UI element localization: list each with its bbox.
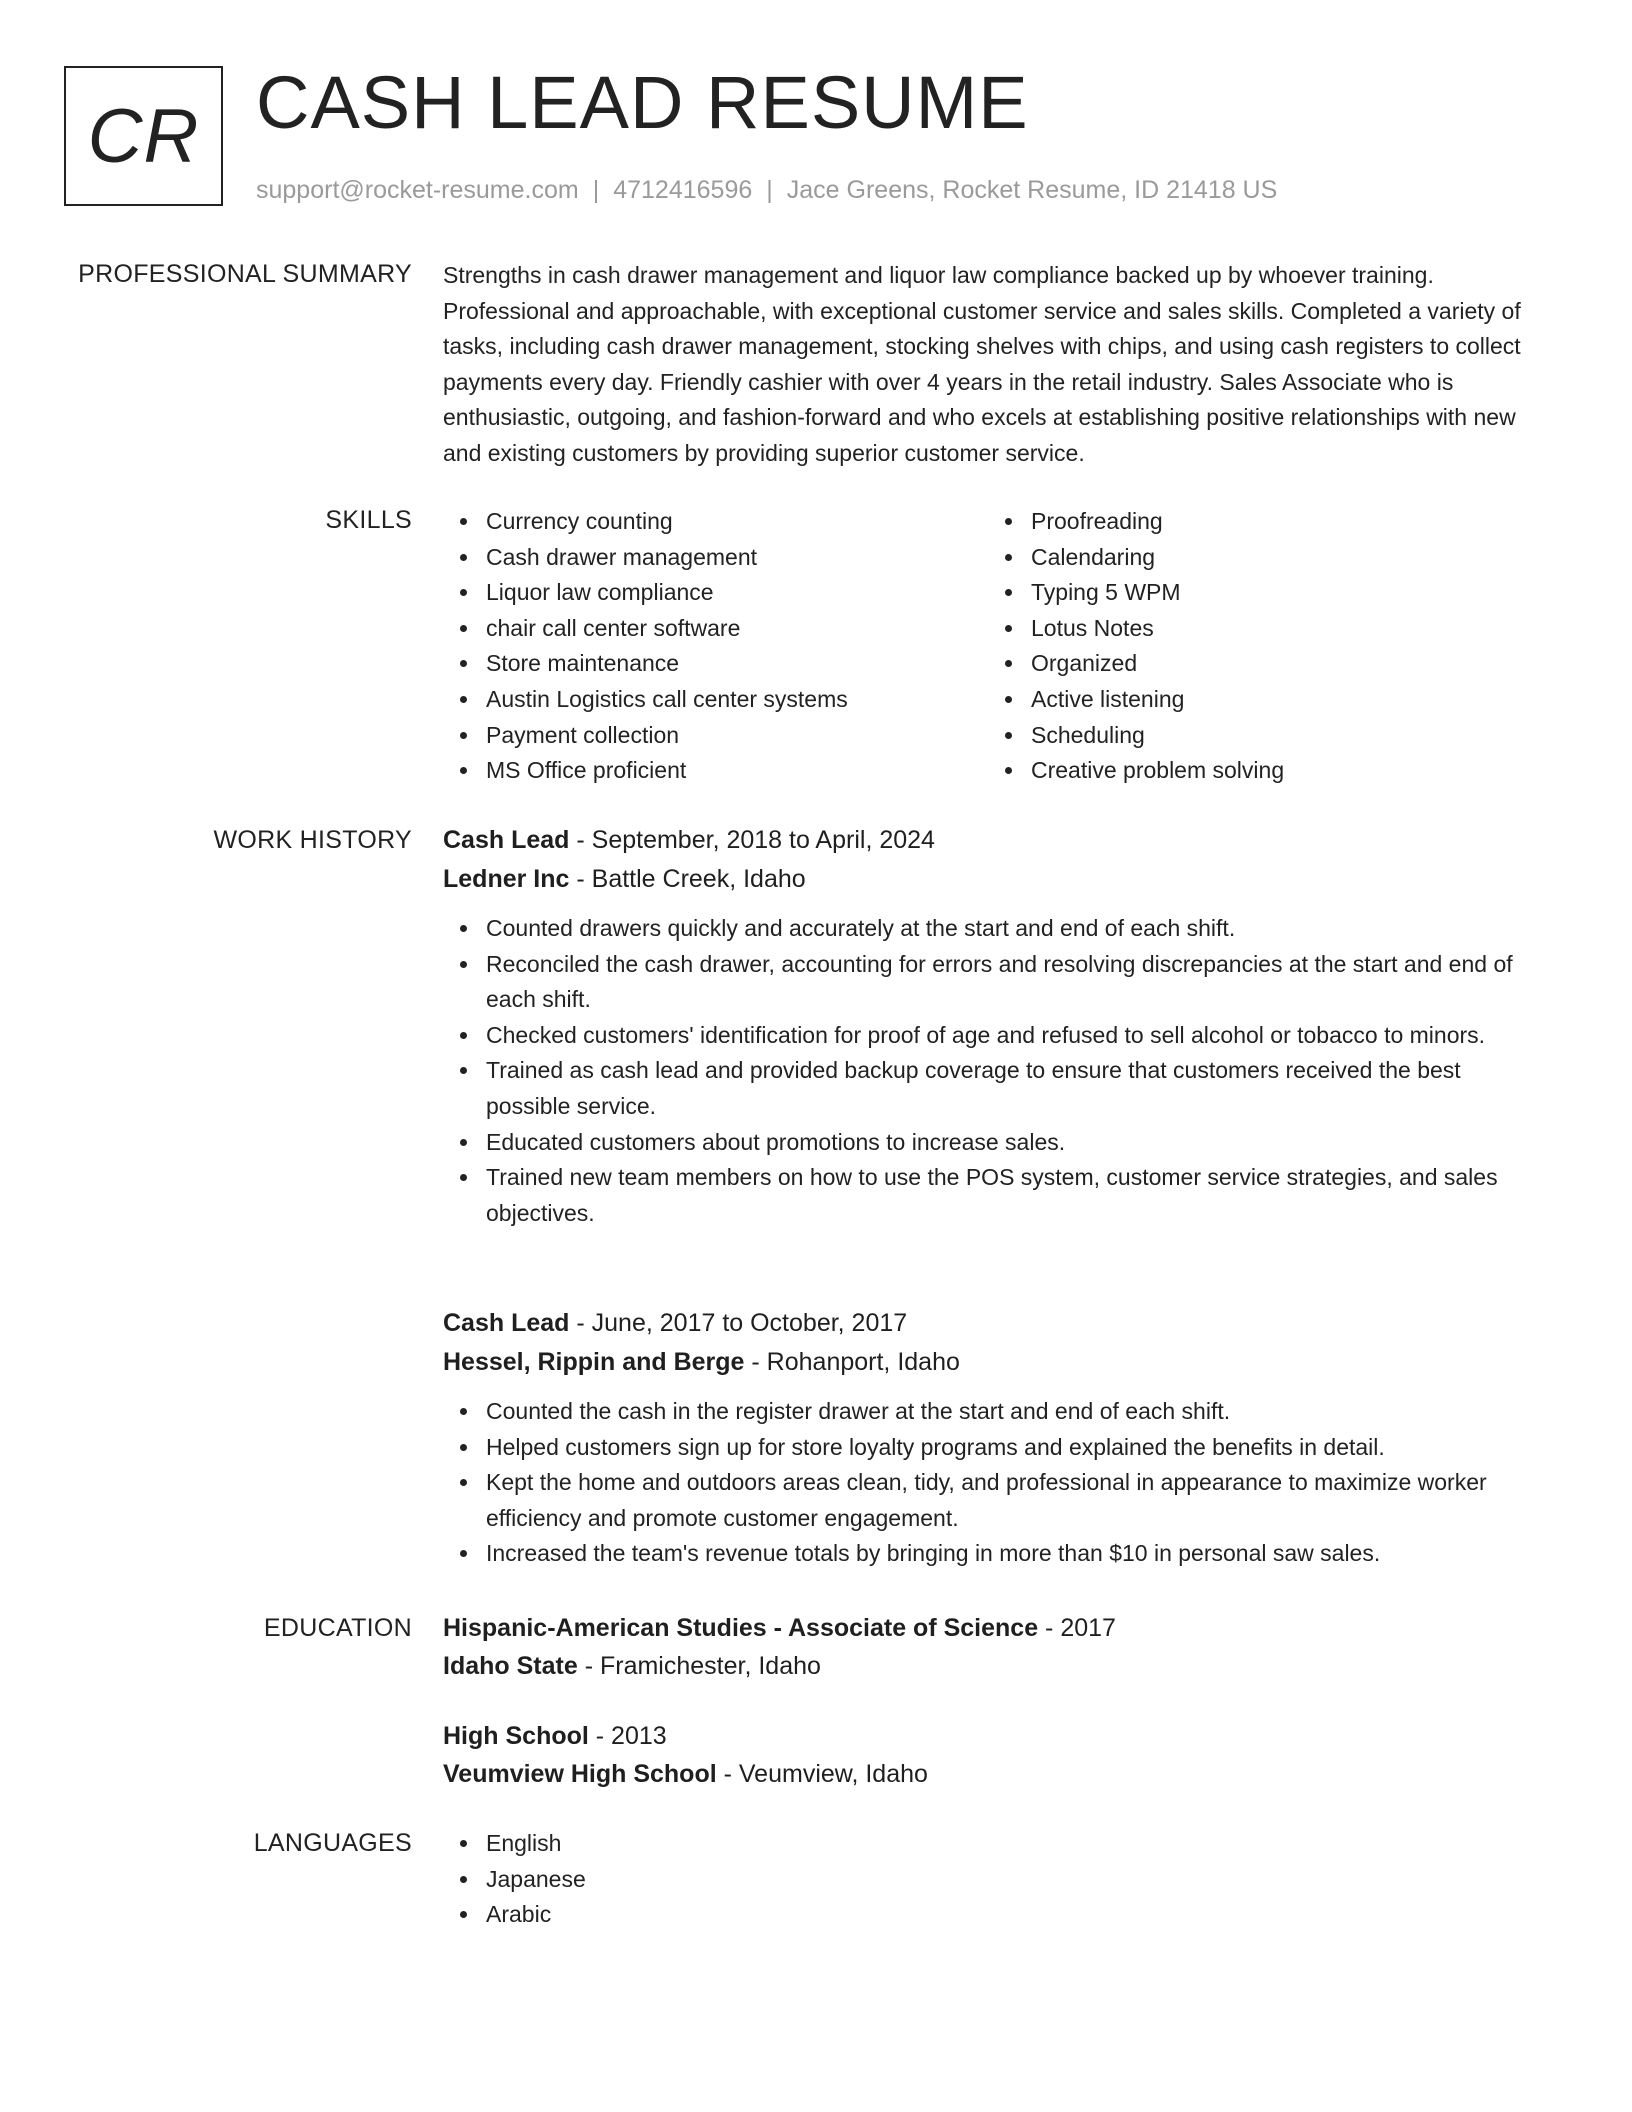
skills-column-left xyxy=(443,504,988,789)
job-duty: Trained new team members on how to use the POS system, customer service strategies, and sales objectives. xyxy=(486,1160,1543,1231)
job-duty: Kept the home and outdoors areas clean, tidy, and professional in appearance to maximize worker efficiency and promote customer engagement. xyxy=(486,1465,1543,1536)
contact-email: support@rocket-resume.com xyxy=(256,176,579,204)
job-entry xyxy=(443,1304,1543,1572)
resume-title: CASH LEAD RESUME xyxy=(256,61,1029,144)
skill-item: Currency counting xyxy=(486,504,988,540)
contact-phone: 4712416596 xyxy=(613,176,753,204)
job-title-line xyxy=(443,1304,1543,1343)
job-location: - Rohanport, Idaho xyxy=(744,1348,960,1376)
job-company: Hessel, Rippin and Berge xyxy=(443,1348,745,1376)
job-company-line xyxy=(443,1343,1543,1382)
skill-item: Calendaring xyxy=(1031,540,1533,576)
skills-grid xyxy=(443,504,1543,789)
education-location: - Framichester, Idaho xyxy=(577,1652,821,1680)
education-degree-line xyxy=(443,1609,1543,1647)
education-school: Idaho State xyxy=(443,1652,578,1680)
job-title-line xyxy=(443,821,1543,860)
education-school: Veumview High School xyxy=(443,1760,717,1788)
skill-item: Scheduling xyxy=(1031,718,1533,754)
section-label-skills: SKILLS xyxy=(325,506,412,534)
job-title: Cash Lead xyxy=(443,1309,570,1337)
skill-item: Organized xyxy=(1031,646,1533,682)
job-duty: Helped customers sign up for store loyalty programs and explained the benefits in detail. xyxy=(486,1430,1543,1466)
section-label-work-history: WORK HISTORY xyxy=(213,826,412,854)
skill-item: Active listening xyxy=(1031,682,1533,718)
skill-item: Lotus Notes xyxy=(1031,611,1533,647)
skill-item: Store maintenance xyxy=(486,646,988,682)
education-degree: High School xyxy=(443,1722,589,1750)
contact-address: Jace Greens, Rocket Resume, ID 21418 US xyxy=(786,176,1278,204)
education-degree-line xyxy=(443,1717,1543,1755)
job-title: Cash Lead xyxy=(443,826,570,854)
language-item: Japanese xyxy=(486,1862,1543,1898)
skill-item: Typing 5 WPM xyxy=(1031,575,1533,611)
job-location: - Battle Creek, Idaho xyxy=(569,865,806,893)
skill-item: Liquor law compliance xyxy=(486,575,988,611)
language-item: English xyxy=(486,1826,1543,1862)
job-duty: Counted the cash in the register drawer at the start and end of each shift. xyxy=(486,1394,1543,1430)
language-item: Arabic xyxy=(486,1897,1543,1933)
section-label-languages: LANGUAGES xyxy=(253,1829,412,1857)
job-duty: Trained as cash lead and provided backup coverage to ensure that customers received the best possible service. xyxy=(486,1053,1543,1124)
section-label-education: EDUCATION xyxy=(263,1614,412,1642)
job-duty: Educated customers about promotions to increase sales. xyxy=(486,1125,1543,1161)
monogram-badge xyxy=(64,66,223,206)
skills-list-left xyxy=(443,504,988,789)
skills-column-right xyxy=(988,504,1533,789)
skill-item: Austin Logistics call center systems xyxy=(486,682,988,718)
section-label-summary: PROFESSIONAL SUMMARY xyxy=(78,260,412,288)
summary-section xyxy=(443,258,1543,472)
languages-section xyxy=(443,1826,1543,1933)
languages-list xyxy=(443,1826,1543,1933)
skill-item: MS Office proficient xyxy=(486,753,988,789)
skill-item: Proofreading xyxy=(1031,504,1533,540)
skills-list-right xyxy=(988,504,1533,789)
job-company: Ledner Inc xyxy=(443,865,570,893)
job-dates: - September, 2018 to April, 2024 xyxy=(569,826,935,854)
job-duty: Counted drawers quickly and accurately at the start and end of each shift. xyxy=(486,911,1543,947)
education-school-line xyxy=(443,1647,1543,1685)
job-duty: Reconciled the cash drawer, accounting for errors and resolving discrepancies at the start and end of each shift. xyxy=(486,947,1543,1018)
job-duty: Checked customers' identification for proof of age and refused to sell alcohol or tobacco to minors. xyxy=(486,1018,1543,1054)
education-year: - 2013 xyxy=(588,1722,667,1750)
skill-item: Creative problem solving xyxy=(1031,753,1533,789)
skill-item: Cash drawer management xyxy=(486,540,988,576)
skills-section xyxy=(443,504,1543,789)
job-dates: - June, 2017 to October, 2017 xyxy=(569,1309,908,1337)
contact-separator: | xyxy=(592,176,600,204)
contact-line xyxy=(256,172,1277,208)
education-location: - Veumview, Idaho xyxy=(716,1760,928,1788)
summary-text: Strengths in cash drawer management and liquor law compliance backed up by whoever training. Professional and approachable, with exceptional customer service and sales skills. Completed a variety of tasks, including cash drawer management, stocking shelves with chips, and using cash registers to collect payments every day. Friendly cashier with over 4 years in the retail industry. Sales Associate who is enthusiastic, outgoing, and fashion-forward and who excels at establishing positive relationships with new and existing customers by providing superior customer service. xyxy=(443,262,1521,466)
job-duty: Increased the team's revenue totals by bringing in more than $10 in personal saw sales. xyxy=(486,1536,1543,1572)
job-duties-list xyxy=(443,911,1543,1231)
education-entry xyxy=(443,1609,1543,1685)
job-duties-list xyxy=(443,1394,1543,1572)
contact-separator: | xyxy=(766,176,773,204)
job-company-line xyxy=(443,860,1543,899)
skill-item: Payment collection xyxy=(486,718,988,754)
education-school-line xyxy=(443,1755,1543,1793)
education-entry xyxy=(443,1717,1543,1793)
education-degree: Hispanic-American Studies - Associate of Science xyxy=(443,1614,1039,1642)
education-year: - 2017 xyxy=(1038,1614,1116,1642)
monogram-initials: CR xyxy=(87,93,200,179)
skill-item: chair call center software xyxy=(486,611,988,647)
job-entry xyxy=(443,821,1543,1231)
